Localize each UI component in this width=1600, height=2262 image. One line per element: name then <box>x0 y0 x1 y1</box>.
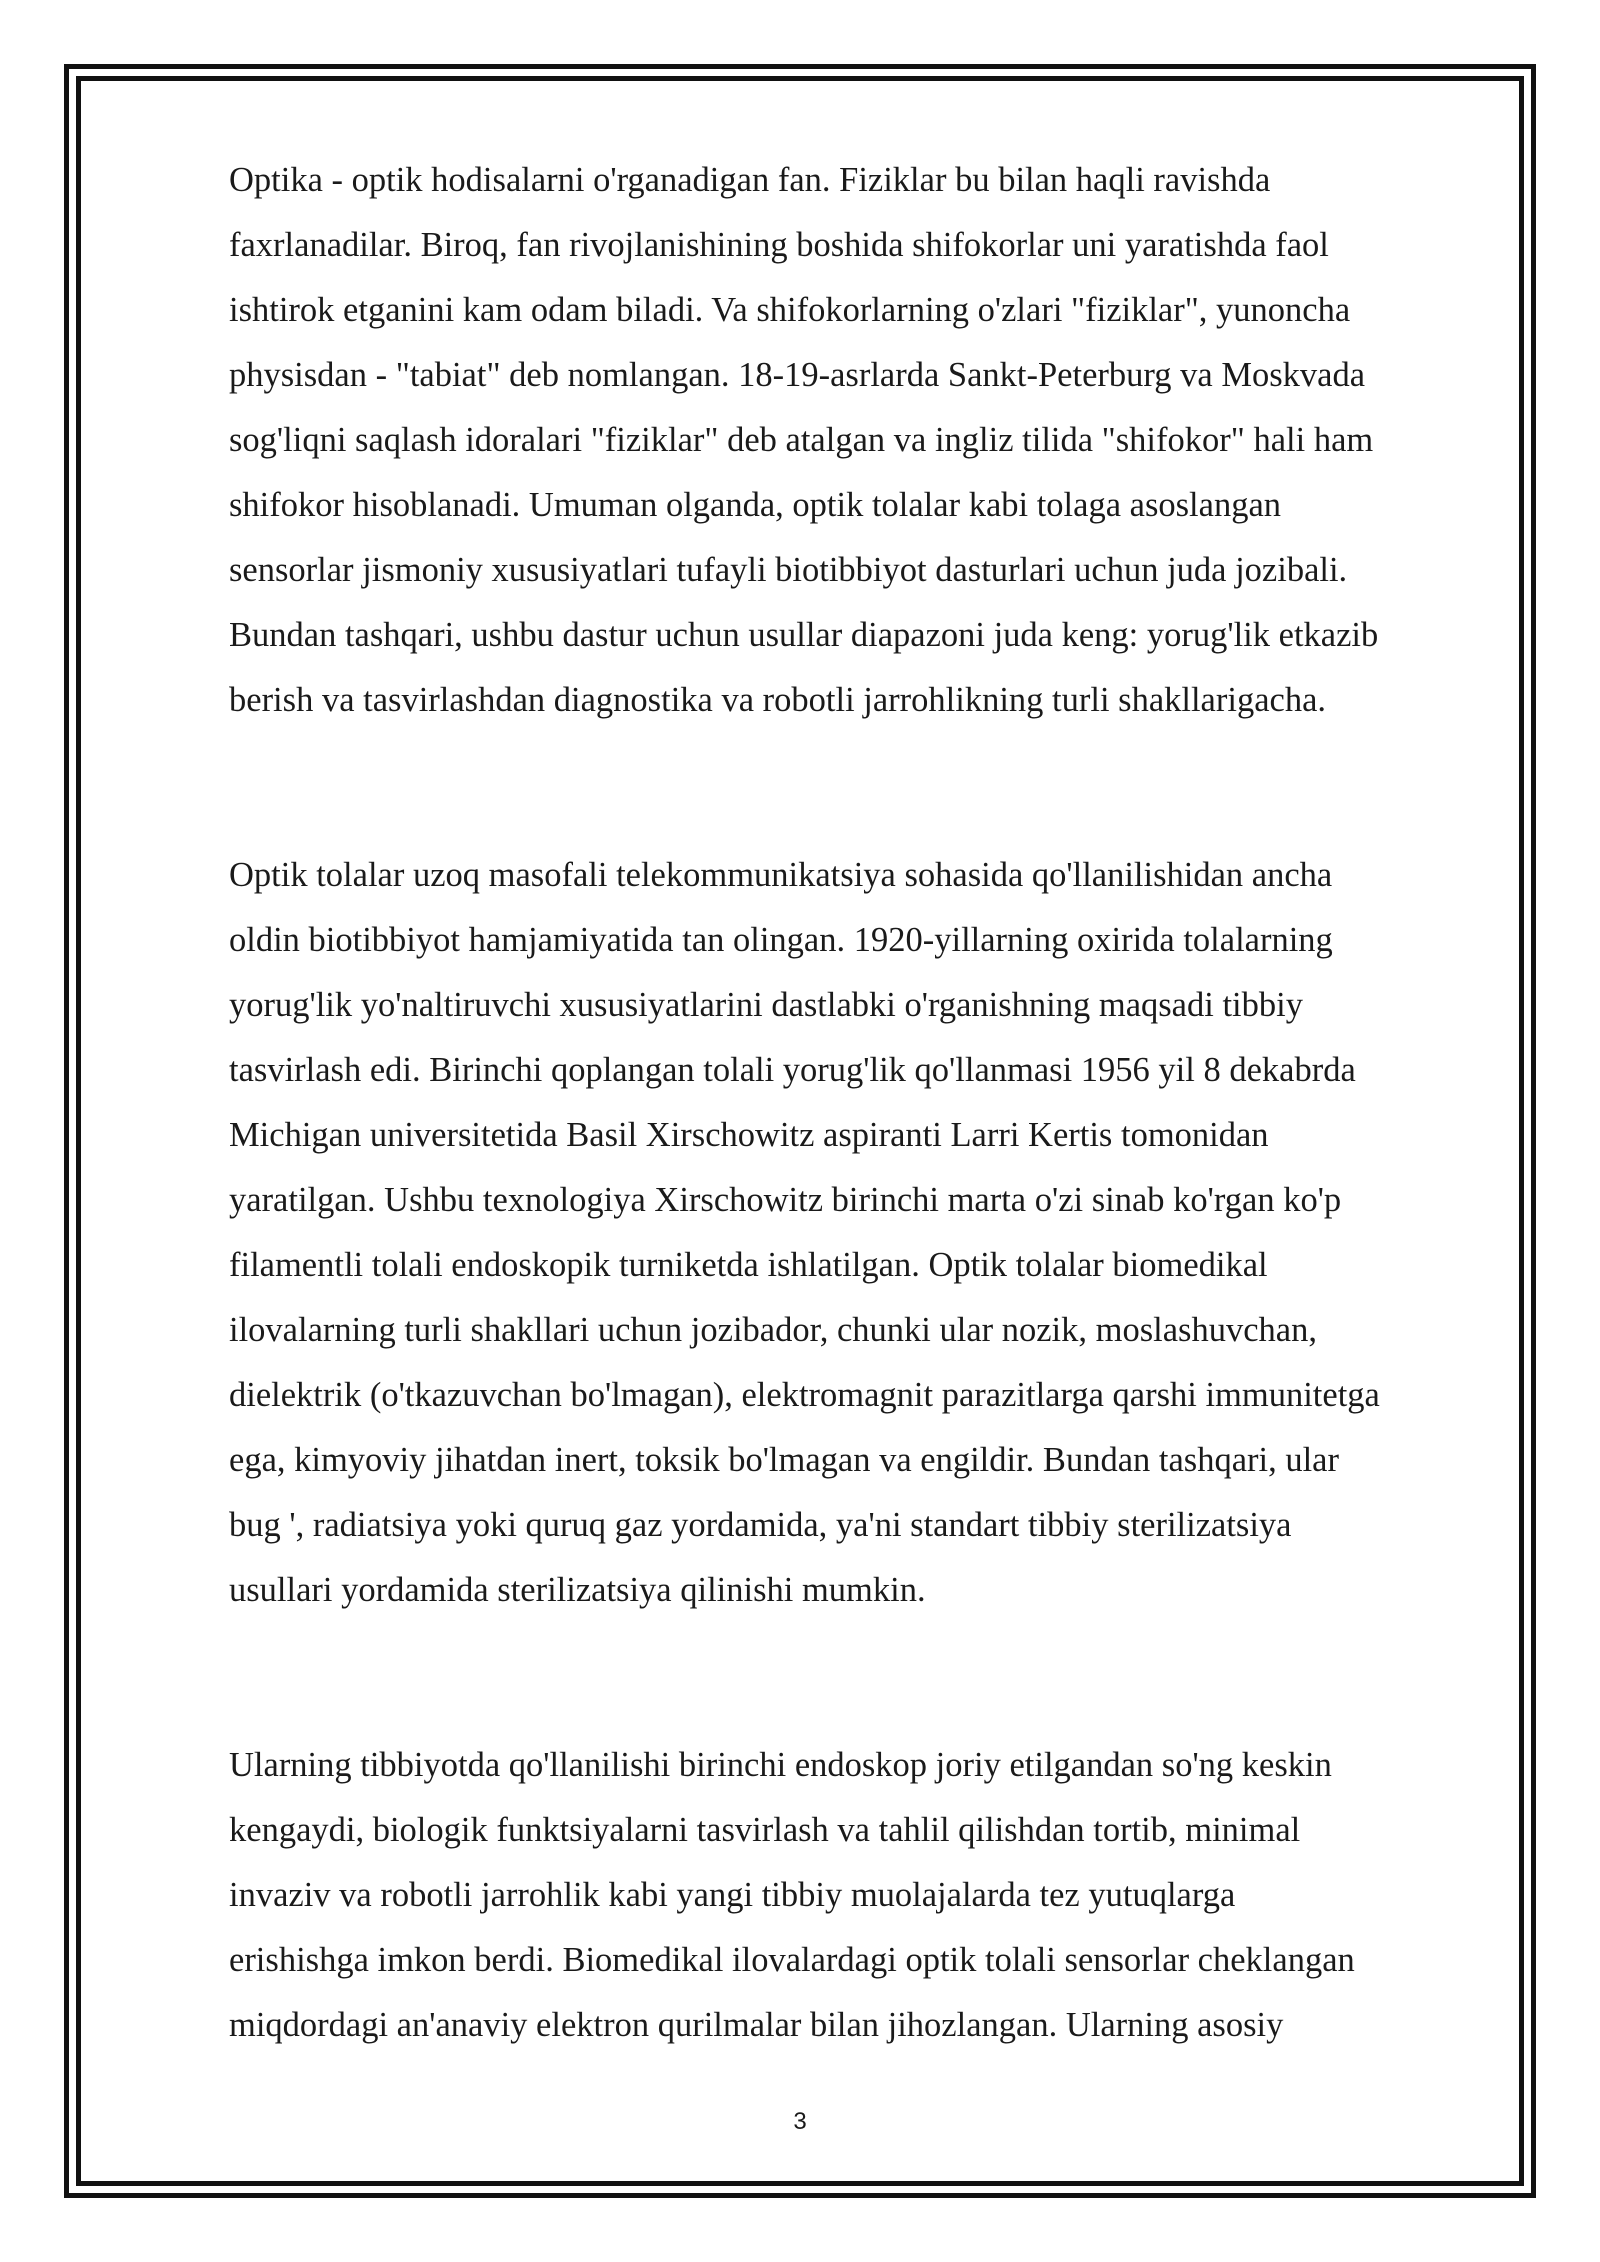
text-line: Optika - optik hodisalarni o'rganadigan fan. Fiziklar bu bilan haqli ravishda <box>229 161 1271 199</box>
text-line: physisdan - "tabiat" deb nomlangan. 18-19-asrlarda Sankt-Peterburg va Moskvada <box>229 356 1366 394</box>
text-line: erishishga imkon berdi. Biomedikal ilovalardagi optik tolali sensorlar cheklangan <box>229 1941 1355 1979</box>
text-line: ega, kimyoviy jihatdan inert, toksik bo'lmagan va engildir. Bundan tashqari, ular <box>229 1441 1339 1479</box>
text-line: bug ', radiatsiya yoki quruq gaz yordamida, ya'ni standart tibbiy sterilizatsiya <box>229 1506 1292 1544</box>
text-line: miqdordagi an'anaviy elektron qurilmalar bilan jihozlangan. Ularning asosiy <box>229 2006 1284 2044</box>
paragraph-2 <box>229 843 1380 1623</box>
text-line: Bundan tashqari, ushbu dastur uchun usullar diapazoni juda keng: yorug'lik etkazib <box>229 616 1379 654</box>
paragraph-3 <box>229 1733 1355 2058</box>
text-line: ilovalarning turli shakllari uchun jozibador, chunki ular nozik, moslashuvchan, <box>229 1311 1317 1349</box>
text-line: kengaydi, biologik funktsiyalarni tasvirlash va tahlil qilishdan tortib, minimal <box>229 1811 1301 1849</box>
text-line: ishtirok etganini kam odam biladi. Va shifokorlarning o'zlari "fiziklar", yunoncha <box>229 291 1351 329</box>
text-line: Ularning tibbiyotda qo'llanilishi birinchi endoskop joriy etilgandan so'ng keskin <box>229 1746 1332 1784</box>
text-line: sensorlar jismoniy xususiyatlari tufayli biotibbiyot dasturlari uchun juda jozibali. <box>229 551 1348 589</box>
page-number: 3 <box>793 2108 807 2135</box>
text-line: Optik tolalar uzoq masofali telekommunikatsiya sohasida qo'llanilishidan ancha <box>229 856 1333 894</box>
text-line: filamentli tolali endoskopik turniketda ishlatilgan. Optik tolalar biomedikal <box>229 1246 1268 1284</box>
text-line: oldin biotibbiyot hamjamiyatida tan olingan. 1920-yillarning oxirida tolalarning <box>229 921 1333 959</box>
text-line: berish va tasvirlashdan diagnostika va robotli jarrohlikning turli shakllarigacha. <box>229 681 1327 719</box>
paragraph-1 <box>229 148 1378 733</box>
text-line: yaratilgan. Ushbu texnologiya Xirschowitz birinchi marta o'zi sinab ko'rgan ko'p <box>229 1181 1342 1219</box>
text-line: sog'liqni saqlash idoralari "fiziklar" deb atalgan va ingliz tilida "shifokor" hali ham <box>229 421 1374 459</box>
text-line: Michigan universitetida Basil Xirschowitz aspiranti Larri Kertis tomonidan <box>229 1116 1269 1154</box>
text-line: tasvirlash edi. Birinchi qoplangan tolali yorug'lik qo'llanmasi 1956 yil 8 dekabrda <box>229 1051 1356 1089</box>
text-line: shifokor hisoblanadi. Umuman olganda, optik tolalar kabi tolaga asoslangan <box>229 486 1282 524</box>
text-line: invaziv va robotli jarrohlik kabi yangi tibbiy muolajalarda tez yutuqlarga <box>229 1876 1236 1914</box>
text-line: usullari yordamida sterilizatsiya qilinishi mumkin. <box>229 1571 926 1609</box>
text-line: yorug'lik yo'naltiruvchi xususiyatlarini dastlabki o'rganishning maqsadi tibbiy <box>229 986 1303 1024</box>
text-line: dielektrik (o'tkazuvchan bo'lmagan), elektromagnit parazitlarga qarshi immunitetga <box>229 1376 1380 1414</box>
text-line: faxrlanadilar. Biroq, fan rivojlanishining boshida shifokorlar uni yaratishda faol <box>229 226 1329 264</box>
